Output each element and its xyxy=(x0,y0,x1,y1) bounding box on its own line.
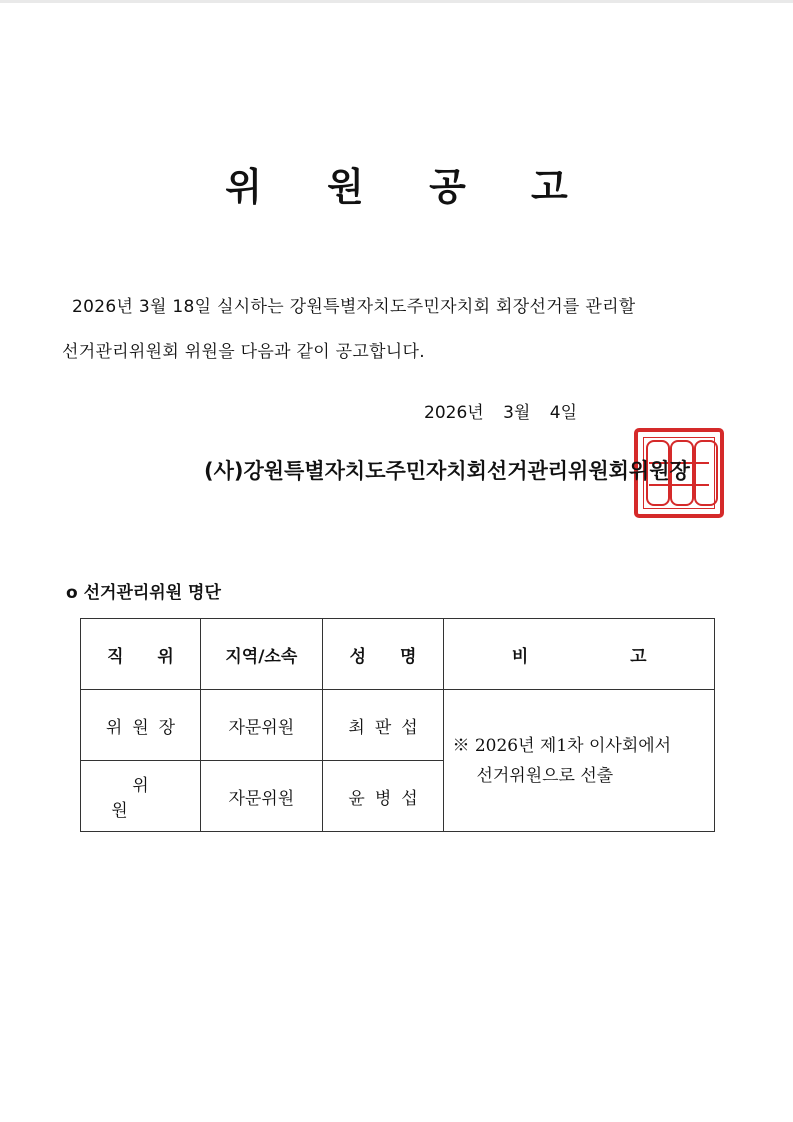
top-border-line xyxy=(0,0,793,3)
header-affiliation: 지역/소속 xyxy=(200,619,322,690)
issuer-name: (사)강원특별자치도주민자치회선거관리위원회위원장 xyxy=(204,459,690,483)
cell-position: 위원 xyxy=(81,761,201,832)
date-day: 4일 xyxy=(549,403,577,423)
cell-position: 위원장 xyxy=(81,690,201,761)
cell-name: 최판섭 xyxy=(322,690,444,761)
notice-body-line-1: 2026년 3월 18일 실시하는 강원특별자치도주민자치회 회장선거를 관리할 xyxy=(72,297,636,317)
cell-name: 윤병섭 xyxy=(322,761,444,832)
notice-title: 위 원 공 고 xyxy=(225,165,594,209)
remark-line-2: 선거위원으로 선출 xyxy=(476,765,614,786)
table-row xyxy=(81,690,715,761)
cell-affiliation: 자문위원 xyxy=(200,761,322,832)
seal-glyph-column xyxy=(694,440,718,506)
header-remark: 비 고 xyxy=(444,619,715,690)
notice-body-line-2: 선거관리위원회 위원을 다음과 같이 공고합니다. xyxy=(62,342,425,362)
section-title: o 선거관리위원 명단 xyxy=(66,583,221,603)
remark-line-1: ※ 2026년 제1차 이사회에서 xyxy=(452,735,672,756)
header-position: 직 위 xyxy=(81,619,201,690)
header-name: 성 명 xyxy=(322,619,444,690)
date-year: 2026년 xyxy=(424,403,484,423)
committee-roster-table xyxy=(80,618,715,832)
notice-date xyxy=(424,398,591,423)
cell-affiliation: 자문위원 xyxy=(200,690,322,761)
date-month: 3월 xyxy=(503,403,531,423)
table-header-row xyxy=(81,619,715,690)
cell-remark xyxy=(444,690,715,832)
